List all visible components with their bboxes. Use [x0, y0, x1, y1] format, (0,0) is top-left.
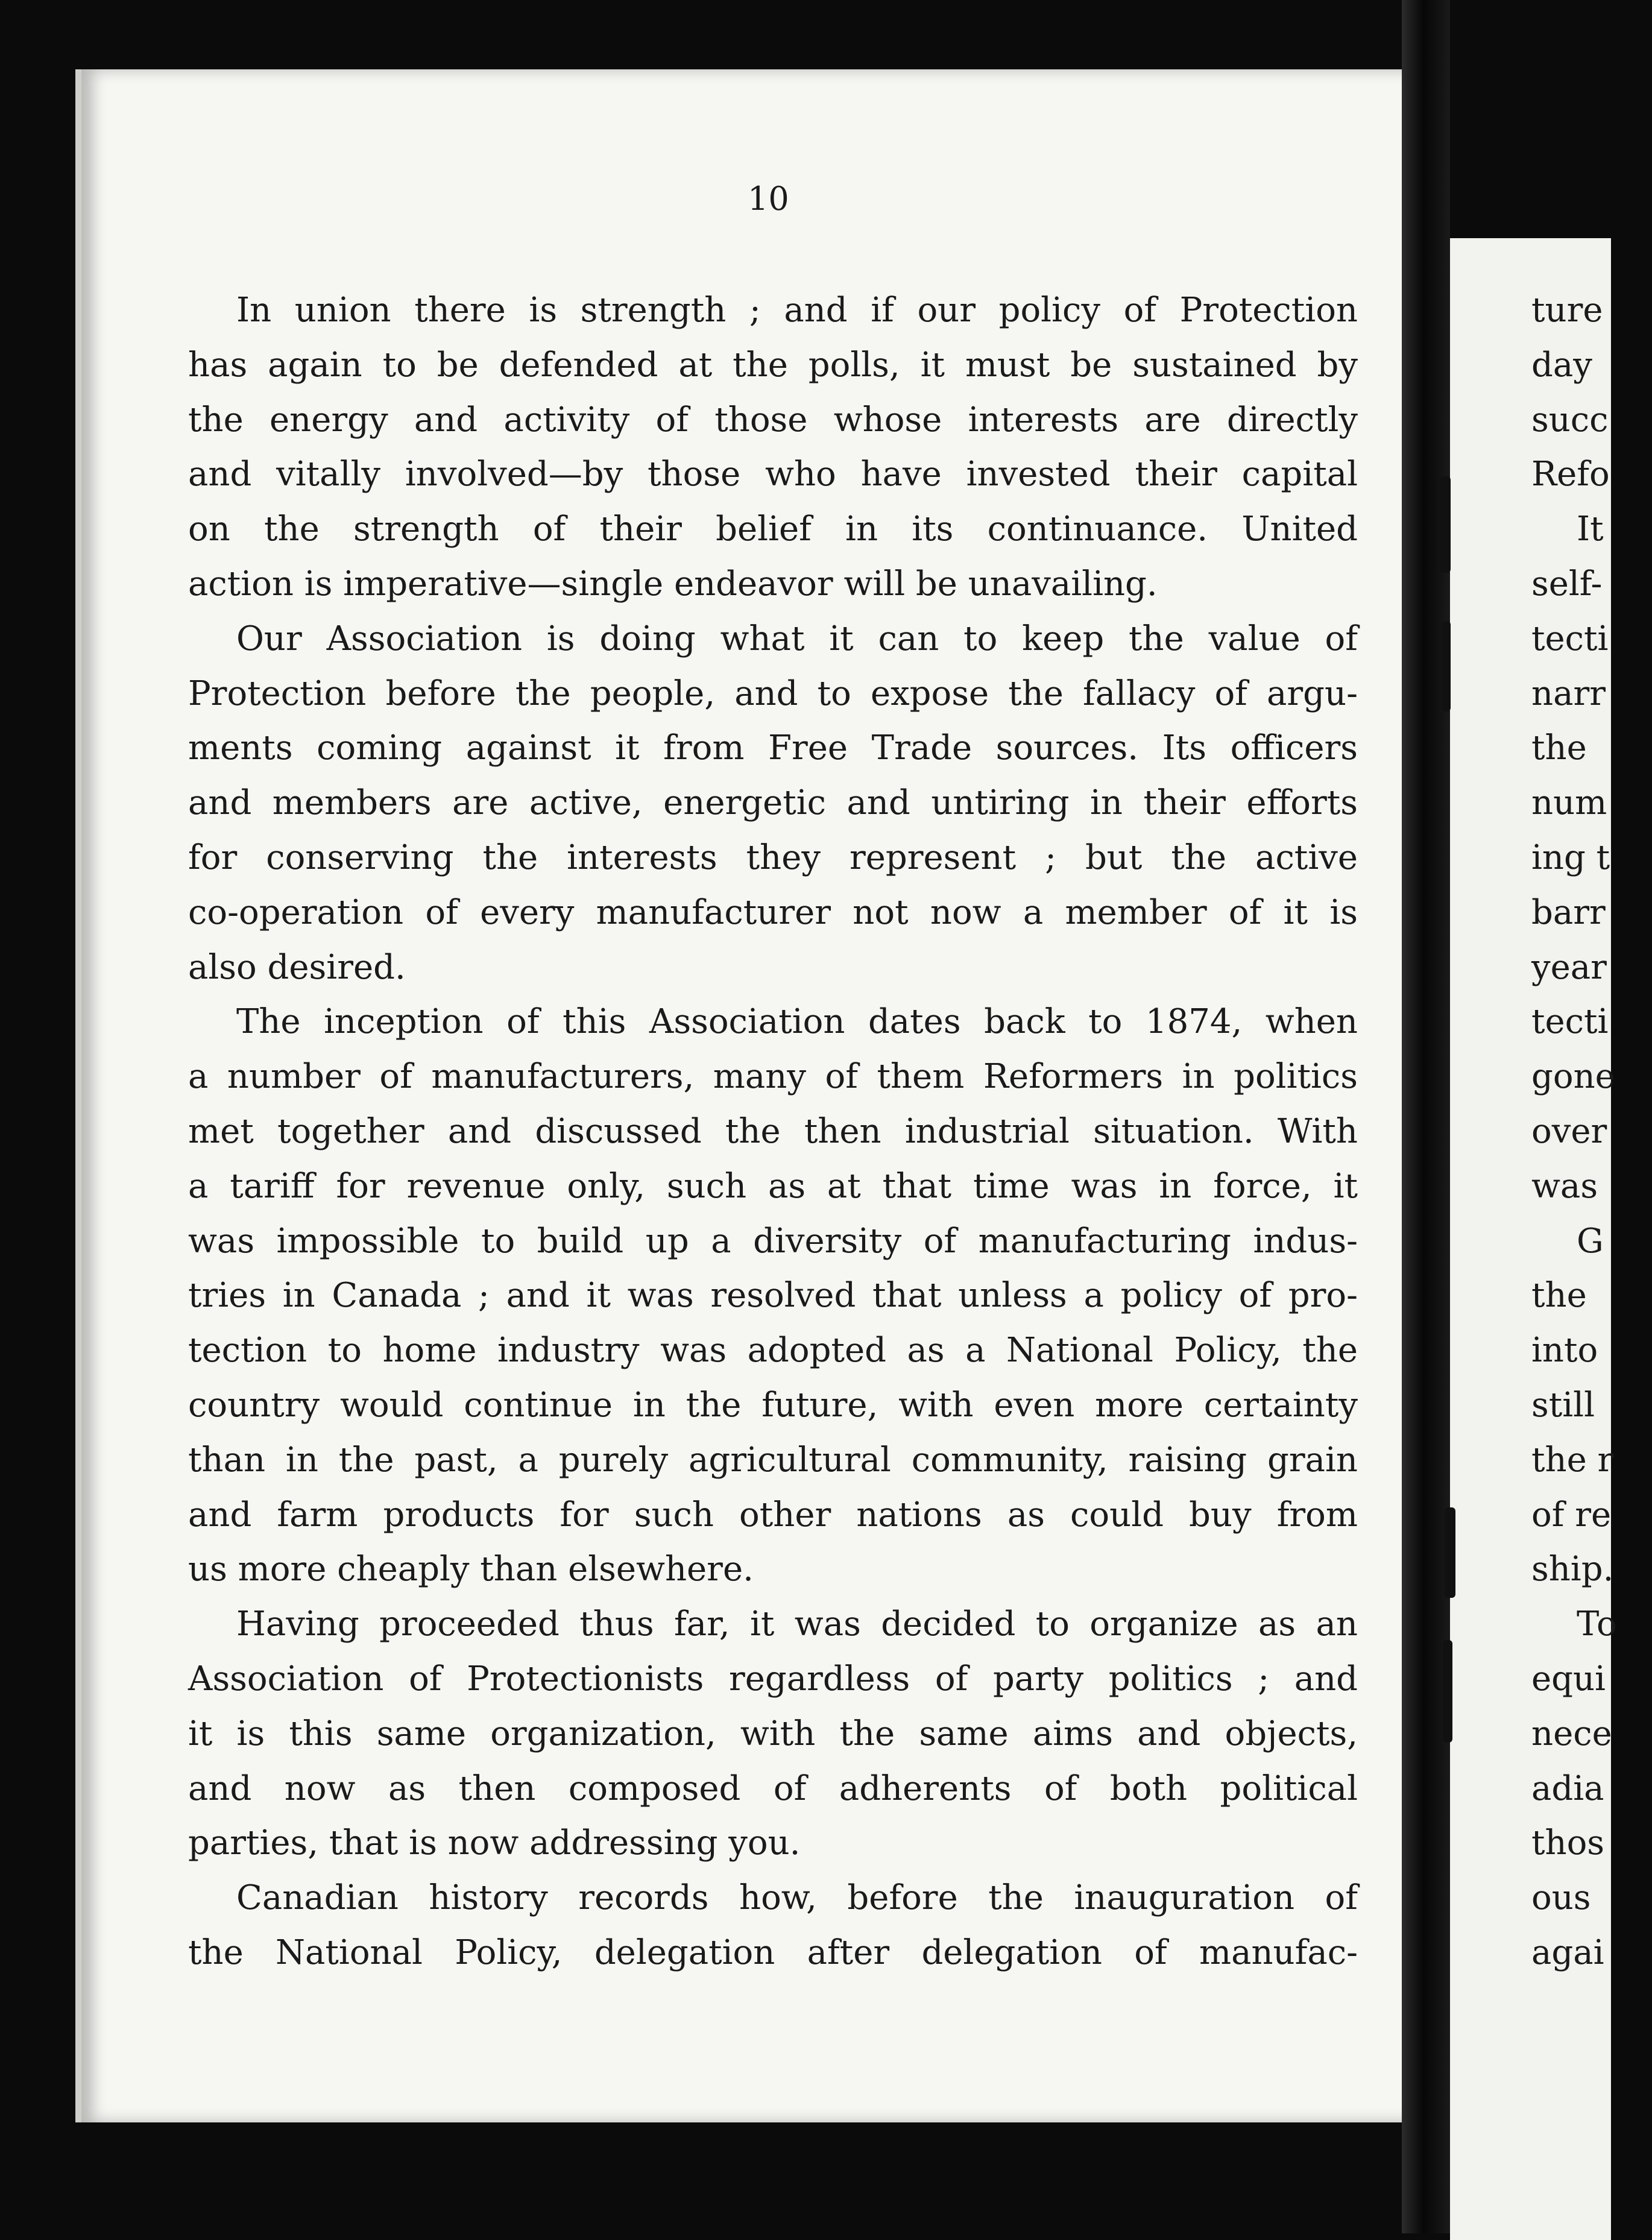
fragment-line: of re [1531, 1495, 1612, 1535]
text-line: country would continue in the future, with even more certainty [188, 1385, 1358, 1425]
text-line: tries in Canada ; and it was resolved that unless a policy of pro- [188, 1276, 1358, 1316]
fragment-line: narr [1531, 674, 1606, 713]
text-line: parties, that is now addressing you. [188, 1823, 801, 1863]
text-line: Having proceeded thus far, it was decided to organize as an [236, 1604, 1358, 1644]
text-line: Canadian history records how, before the inauguration of [236, 1878, 1358, 1918]
fragment-line: tecti [1531, 1002, 1609, 1042]
book-gutter [1402, 0, 1450, 2233]
fragment-line: To [1577, 1604, 1617, 1644]
text-line: Protection before the people, and to expose the fallacy of argu- [188, 674, 1358, 713]
text-line: tection to home industry was adopted as a National Policy, the [188, 1331, 1358, 1371]
body-text [188, 283, 1358, 1981]
text-line: than in the past, a purely agricultural community, raising grain [188, 1440, 1358, 1480]
text-line: ments coming against it from Free Trade sources. Its officers [188, 728, 1358, 768]
text-line: In union there is strength ; and if our policy of Protection [236, 291, 1358, 330]
fragment-line: day [1531, 345, 1592, 385]
binding-thread-mark [1440, 476, 1451, 573]
fragment-line: succ [1531, 400, 1609, 440]
fragment-line: over [1531, 1111, 1607, 1151]
text-line: on the strength of their belief in its continuance. United [188, 510, 1358, 549]
text-line: has again to be defended at the polls, it must be sustained by [188, 345, 1358, 385]
right-page-text-fragments [1531, 283, 1652, 1981]
text-line: Our Association is doing what it can to keep the value of [236, 619, 1358, 658]
page-number: 10 [748, 180, 789, 218]
fragment-line: thos [1531, 1823, 1605, 1863]
fragment-line: num [1531, 783, 1607, 823]
text-line: met together and discussed the then industrial situation. With [188, 1111, 1358, 1151]
fragment-line: agai [1531, 1932, 1604, 1972]
text-line: was impossible to build up a diversity of manufacturing indus- [188, 1221, 1358, 1261]
text-line: for conserving the interests they represent ; but the active [188, 838, 1358, 877]
text-line: also desired. [188, 947, 406, 987]
paragraph-4 [188, 1597, 1358, 1871]
fragment-line: year [1531, 947, 1607, 987]
text-line: action is imperative—single endeavor will be unavailing. [188, 564, 1158, 604]
text-line: the energy and activity of those whose interests are directly [188, 400, 1358, 440]
text-line: and now as then composed of adherents of both political [188, 1768, 1358, 1808]
binding-thread-mark [1445, 1507, 1455, 1598]
fragment-line: ing t [1531, 838, 1610, 877]
text-line: the National Policy, delegation after delegation of manufac- [188, 1932, 1358, 1972]
text-line: a number of manufacturers, many of them Reformers in politics [188, 1057, 1358, 1097]
fragment-line: barr [1531, 892, 1606, 932]
fragment-line: self- [1531, 564, 1603, 604]
text-line: it is this same organization, with the same aims and objects, [188, 1714, 1358, 1753]
fragment-line: equi [1531, 1659, 1606, 1699]
text-line: us more cheaply than elsewhere. [188, 1550, 754, 1589]
text-line: and vitally involved—by those who have invested their capital [188, 455, 1358, 494]
fragment-line: the [1531, 1276, 1587, 1316]
text-line: and farm products for such other nations as could buy from [188, 1495, 1358, 1535]
binding-thread-mark [1442, 621, 1451, 711]
fragment-line: still [1531, 1385, 1595, 1425]
paragraph-3 [188, 995, 1358, 1597]
binding-thread-mark [1443, 1640, 1452, 1743]
fragment-line: adia [1531, 1768, 1604, 1808]
fragment-line: was [1531, 1166, 1598, 1206]
fragment-line: the r [1531, 1440, 1614, 1480]
text-line: co-operation of every manufacturer not now a member of it is [188, 892, 1358, 932]
fragment-line: gone [1531, 1057, 1615, 1097]
fragment-line: tecti [1531, 619, 1609, 658]
text-line: Association of Protectionists regardless of party politics ; and [188, 1659, 1358, 1699]
text-line: a tariff for revenue only, such as at that time was in force, it [188, 1166, 1358, 1206]
text-line: and members are active, energetic and untiring in their efforts [188, 783, 1358, 823]
fragment-line: It [1577, 510, 1604, 549]
fragment-line: into [1531, 1331, 1598, 1371]
fragment-line: Refo [1531, 455, 1610, 494]
fragment-line: ture [1531, 291, 1603, 330]
paragraph-5 [188, 1871, 1358, 1981]
fragment-line: G [1577, 1221, 1604, 1261]
fragment-line: ship. [1531, 1550, 1614, 1589]
fragment-line: ous [1531, 1878, 1591, 1918]
fragment-line: nece [1531, 1714, 1612, 1753]
paragraph-1 [188, 283, 1358, 612]
fragment-line: the [1531, 728, 1587, 768]
paragraph-2 [188, 612, 1358, 995]
text-line: The inception of this Association dates back to 1874, when [236, 1002, 1358, 1042]
